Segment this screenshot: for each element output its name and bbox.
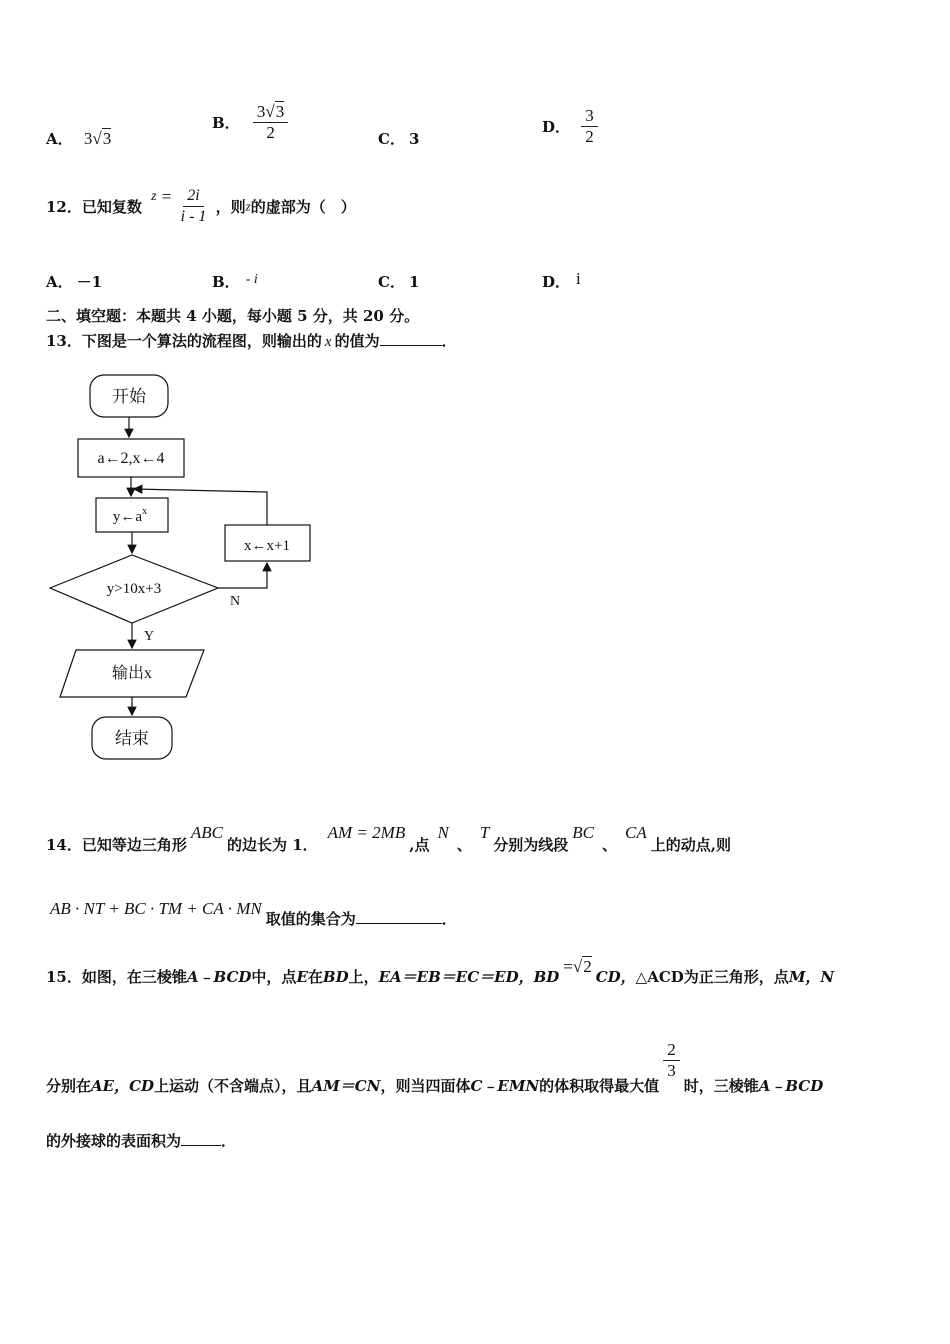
increment-label: x←x+1 <box>244 538 290 554</box>
yes-label: Y <box>144 629 155 644</box>
section-title: 二、填空题：本题共 4 小题，每小题 5 分，共 20 分。 <box>46 307 420 325</box>
end-label: 结束 <box>115 729 149 748</box>
q14-stem-line2: AB · NT + BC · TM + CA · MN取值的集合为 ． <box>50 899 457 928</box>
q15-stem-line1: 15．如图，在三棱锥A﹣BCD中，点E在BD上，EA＝EB＝EC＝ED，BD=√2CD，△ACD为正三角形，点M，N <box>46 957 835 986</box>
q14-answer-blank[interactable] <box>356 909 442 924</box>
q12-stem: 12．已知复数 z = $\frac{2i}{i - 1}$ ，则z的虚部为（ ） <box>46 186 356 225</box>
start-label: 开始 <box>112 387 146 406</box>
q11-option-d: D． $\frac{3}{2}$ <box>542 106 598 147</box>
q15-stem-line3: 的外接球的表面积为 ． <box>46 1132 237 1150</box>
q12-option-b: B． - i <box>212 272 258 291</box>
q11-option-a: A． 3√3 <box>46 129 112 148</box>
q11-option-c: C． 3 <box>378 130 420 148</box>
init-label: a←2,x←4 <box>97 450 165 467</box>
algorithm-flowchart <box>40 365 330 775</box>
q12-option-c: C． 1 <box>378 273 420 291</box>
q12-option-d: D． i <box>542 269 581 291</box>
output-label: 输出x <box>111 665 153 682</box>
q15-stem-line2: 分别在AE，CD上运动（不含端点），且AM＝CN，则当四面体C﹣EMN的体积取得最大值 $\frac{2}{3}$ 时，三棱锥A﹣BCD <box>46 1040 824 1095</box>
q14-stem-line1: 14．已知等边三角形ABC的边长为 1．AM = 2MB,点N、T分别为线段BC、CA上的动点,则 <box>46 823 732 854</box>
q13-answer-blank[interactable] <box>380 331 442 346</box>
assign-y-label: $y\leftarrow a^x$ <box>112 506 148 525</box>
condition-label: y>10x+3 <box>106 581 162 597</box>
q13-stem: 13．下图是一个算法的流程图，则输出的 x 的值为 ． <box>46 332 457 350</box>
q12-option-a: A． －1 <box>46 273 103 291</box>
no-label: N <box>230 594 241 609</box>
q11-option-b: B． $\frac{3√3}{2}$ <box>212 102 288 143</box>
q15-answer-blank[interactable] <box>181 1131 221 1146</box>
